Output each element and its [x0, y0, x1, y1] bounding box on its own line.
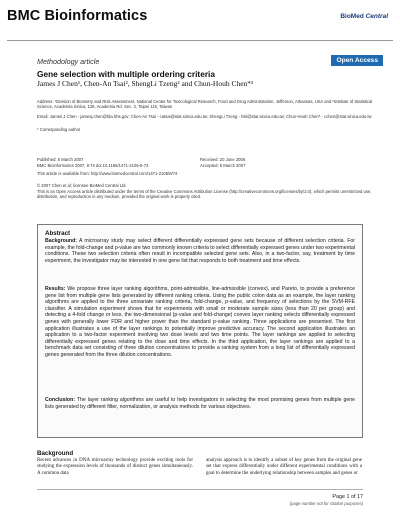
- page-number: Page 1 of 17: [332, 494, 363, 500]
- body-column-right: analysis approach is to identify a subset of key genes from the original gene set that express differentially under different experimental conditions with a goal to determine the underlying relationship between samples and genes or: [206, 458, 362, 476]
- biomed-central-logo[interactable]: BioMed Central: [340, 13, 388, 20]
- journal-header: [0, 0, 400, 40]
- abstract-background: Background: A microarray study may select different differentially expressed gene sets because of different selection criteria. For example, the fold-change and p-value are two commonly known criteria to select differentially expressed genes under two experimental conditions. These two selection criteria often result in incompatible selected gene sets. Also, in a two-factor, say, treatment by time experiment, the investigator may be interested in one gene list that responds to both treatment and time effects.: [45, 238, 355, 264]
- published-date: Published: 5 March 2007: [37, 157, 84, 162]
- abstract-heading: Abstract: [45, 230, 71, 237]
- page-note: (page number not for citation purposes): [289, 501, 363, 506]
- background-heading: Background: [37, 450, 74, 457]
- corresponding-author-note: * Corresponding author: [37, 127, 81, 132]
- article-category: Methodology article: [37, 57, 100, 66]
- copyright: © 2007 Chen et al; licensee BioMed Central Ltd.: [37, 183, 127, 188]
- article-url[interactable]: This article is available from: http://www.biomedcentral.com/1471-2105/8/74: [37, 171, 178, 176]
- journal-title: BMC Bioinformatics: [7, 8, 148, 24]
- article-title: Gene selection with multiple ordering criteria: [37, 69, 215, 79]
- author-address: Address: ¹Division of Biometry and Risk Assessment, National Center for Toxicological Research, Food and Drug Administration, Jefferson, Arkansas, USA and ²Institute of Statistical Science, Academia Sinica, 128, Academia Rd. Sec. 2, Taipei 115, Taiwan: [37, 99, 373, 110]
- received-accepted-info: [200, 157, 245, 168]
- open-access-badge: Open Access: [331, 55, 383, 66]
- abstract-conclusion: Conclusion: The layer ranking algorithms are useful to help investigators in selecting the most promising genes from multiple gene lists generated by different filter, normalization, or analysis methods for various objectives.: [45, 397, 355, 410]
- footer-divider: [37, 489, 363, 490]
- accepted-date: Accepted: 5 March 2007: [200, 162, 246, 168]
- body-column-left: Recent advances in DNA microarray technology provide exciting tools for studying the expression levels of thousands of distinct genes simultaneously. A common data: [37, 458, 193, 476]
- header-divider: [7, 40, 393, 41]
- received-date: Received: 20 June 2006: [200, 157, 246, 162]
- author-emails[interactable]: Email: James J Chen - jamesj.chen@fda.hhs.gov; Chen-An Tsai - catsai@stat.sinica.edu.tw; ShengLi Tzeng - hsli@stat.sinica.edu.tw; Chun-Houh Chen* - cchen@stat.sinica.edu.tw: [37, 114, 372, 119]
- citation: BMC Bioinformatics 2007, 8:74 doi:10.1186/1471-2105-8-74: [37, 162, 149, 168]
- publication-info: [37, 157, 148, 168]
- abstract-results: Results: We propose three layer ranking algorithms, point-admissible, line-admissible (convex), and Pareto, to provide a preference gene list from multiple gene lists generated by different ranking criteria. Using the public colon data as an example, the layer ranking algorithms are applied to the three univariate ranking criteria, fold-change, p-value, and frequency of selections by the SVM-RFE classifier. A simulation experiment shows that for experiments with small or moderate sample sizes (less than 20 per group) and detecting a 4-fold change or less, the two-dimensional (p-value and fold-change) convex layer ranking selects differentially expressed genes with generally lower FDR and higher power than the standard p-value ranking. Three applications are presented. The first application illustrates a use of the layer rankings to potentially improve predictive accuracy. The second application illustrates an application to a two-factor experiment involving two dose levels and two time points. The layer rankings are applied to selecting differentially expressed genes relating to the dose and time effects. In the third application, the layer rankings are applied to a benchmark data set consisting of three dilution concentrations to provide a ranking system from a long list of differentially expressed genes generated from the three dilution concentrations.: [45, 286, 355, 358]
- license-text: This is an Open Access article distributed under the terms of the Creative Commons Attribution License (http://creativecommons.org/licenses/by/2.0), which permits unrestricted use, distribution, and reproduction in any medium, provided the original work is properly cited.: [37, 189, 372, 200]
- article-authors: James J Chen¹, Chen-An Tsai², ShengLi Tzeng² and Chun-Houh Chen*²: [37, 79, 254, 88]
